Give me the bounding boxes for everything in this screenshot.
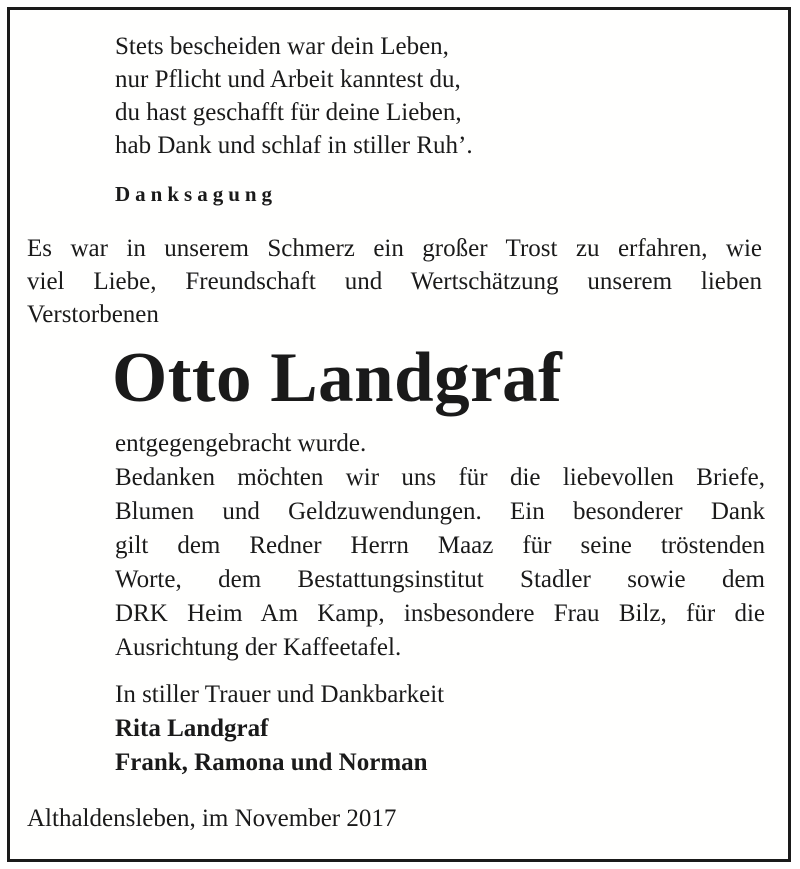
body-line: DRK Heim Am Kamp, insbesondere Frau Bilz, für die xyxy=(115,600,765,627)
thanks-paragraph xyxy=(115,427,765,665)
closing-text: In stiller Trauer und Dankbarkeit xyxy=(115,681,445,708)
poem-line: Stets bescheiden war dein Leben, xyxy=(115,33,449,60)
poem-line: nur Pflicht und Arbeit kanntest du, xyxy=(115,66,461,93)
memorial-poem xyxy=(115,30,473,162)
intro-line: Verstorbenen xyxy=(27,301,159,328)
body-line: gilt dem Redner Herrn Maaz für seine tröstenden xyxy=(115,532,765,559)
body-line: entgegengebracht wurde. xyxy=(115,430,367,457)
body-line: Bedanken möchten wir uns für die liebevollen Briefe, xyxy=(115,464,765,491)
body-line: Blumen und Geldzuwendungen. Ein besonderer Dank xyxy=(115,498,765,525)
signer-name: Frank, Ramona und Norman xyxy=(115,749,428,776)
place-date: Althaldensleben, im November 2017 xyxy=(27,805,397,832)
notice-heading: Danksagung xyxy=(115,182,278,206)
body-line: Ausrichtung der Kaffeetafel. xyxy=(115,634,402,661)
intro-paragraph xyxy=(27,232,762,331)
intro-line: viel Liebe, Freundschaft und Wertschätzung unserem lieben xyxy=(27,268,762,295)
poem-line: du hast geschafft für deine Lieben, xyxy=(115,99,462,126)
deceased-name: Otto Landgraf xyxy=(112,339,563,417)
intro-line: Es war in unserem Schmerz ein großer Trost zu erfahren, wie xyxy=(27,235,762,262)
signer-name: Rita Landgraf xyxy=(115,715,269,742)
signoff-block xyxy=(115,678,444,780)
body-line: Worte, dem Bestattungsinstitut Stadler sowie dem xyxy=(115,566,765,593)
poem-line: hab Dank und schlaf in stiller Ruh’. xyxy=(115,132,473,159)
